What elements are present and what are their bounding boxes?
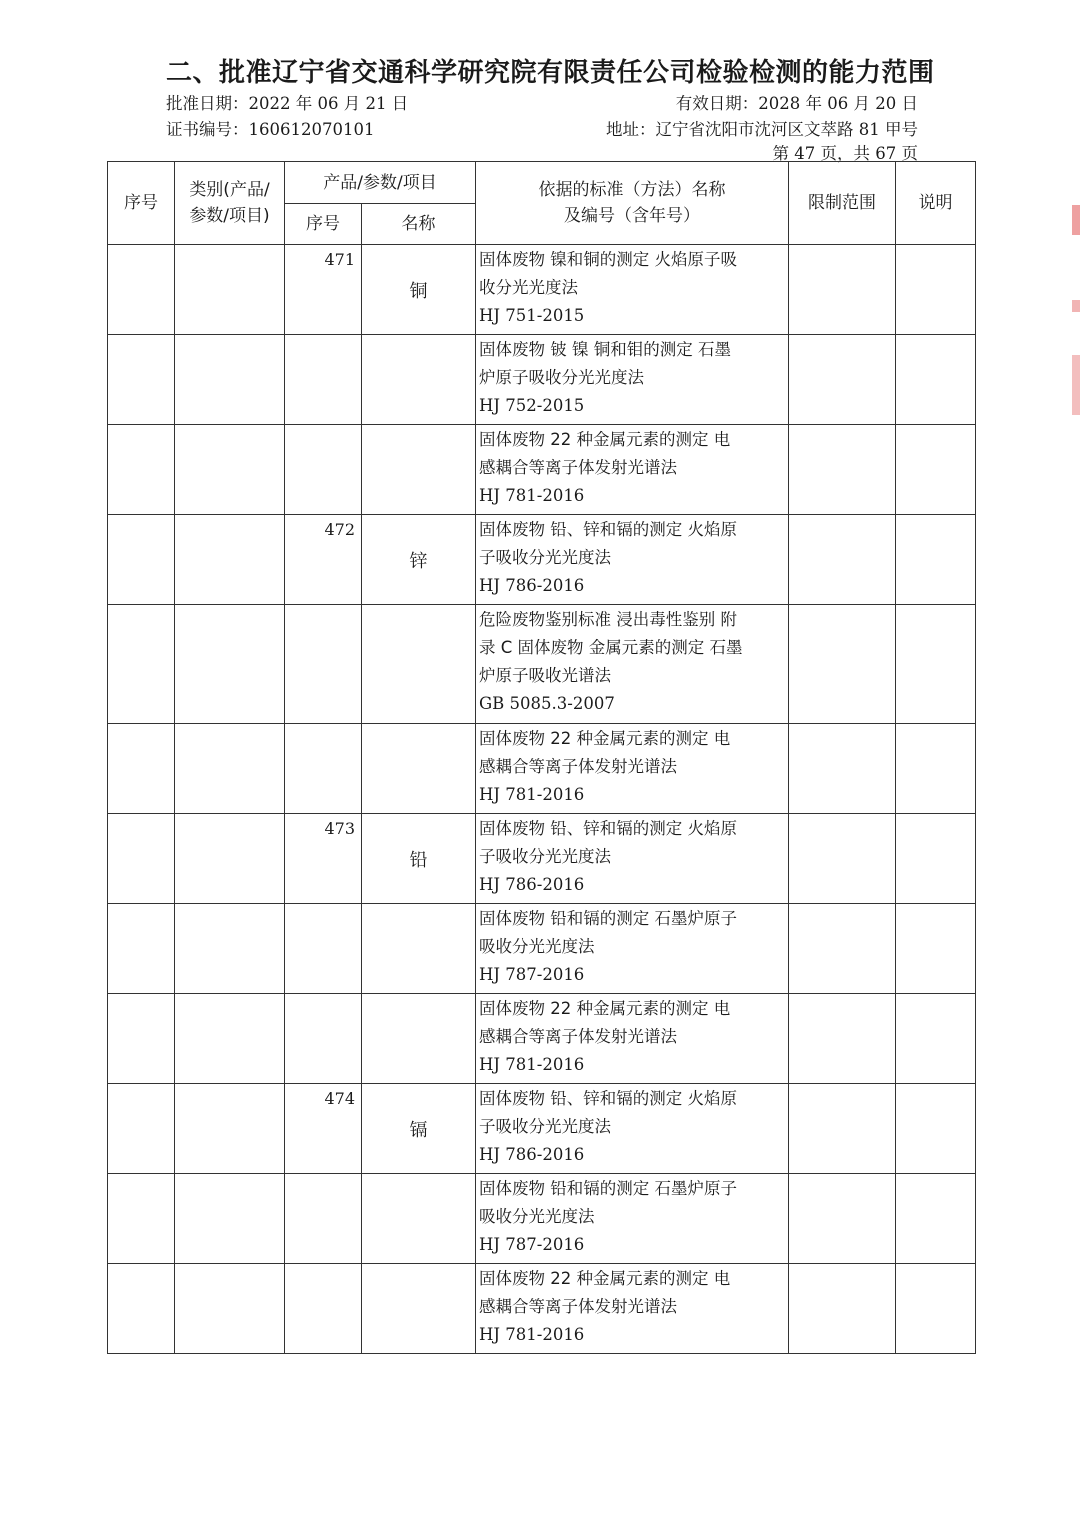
standard-text-line: 固体废物 22 种金属元素的测定 电 <box>479 999 731 1018</box>
standard-text-line: 炉原子吸收分光光度法 <box>479 368 644 387</box>
standard-code: HJ 781-2016 <box>479 1055 585 1074</box>
cell-standard <box>476 904 789 994</box>
standard-text-line: 感耦合等离子体发射光谱法 <box>479 757 677 776</box>
table-row <box>108 1084 976 1174</box>
cell-sub-seq <box>285 605 362 724</box>
cell-sub-seq <box>285 724 362 814</box>
cell-category <box>175 1174 285 1264</box>
standard-text-line: 吸收分光光度法 <box>479 937 595 956</box>
cell-seq <box>108 904 175 994</box>
cell-standard <box>476 245 789 335</box>
cell-sub-name: 镉 <box>362 1084 476 1174</box>
cell-note <box>896 724 976 814</box>
cell-sub-name <box>362 335 476 425</box>
col-header-sub-name: 名称 <box>362 204 476 245</box>
cell-sub-seq: 473 <box>285 814 362 904</box>
cell-sub-name <box>362 425 476 515</box>
cell-sub-seq <box>285 1264 362 1354</box>
cell-seq <box>108 1174 175 1264</box>
cell-category <box>175 904 285 994</box>
table-row <box>108 335 976 425</box>
cell-category <box>175 1084 285 1174</box>
standard-code: HJ 787-2016 <box>479 965 585 984</box>
cell-category <box>175 425 285 515</box>
cell-note <box>896 994 976 1084</box>
standard-text-line: 固体废物 22 种金属元素的测定 电 <box>479 1269 731 1288</box>
standard-code: HJ 786-2016 <box>479 576 585 595</box>
cell-limit <box>789 1084 896 1174</box>
cell-standard <box>476 1084 789 1174</box>
stamp-edge <box>1072 205 1080 235</box>
table-row <box>108 994 976 1084</box>
col-header-limit: 限制范围 <box>789 162 896 245</box>
cell-category <box>175 515 285 605</box>
standard-code: HJ 781-2016 <box>479 785 585 804</box>
col-header-category <box>175 162 285 245</box>
col-header-note: 说明 <box>896 162 976 245</box>
cell-category <box>175 335 285 425</box>
cell-note <box>896 335 976 425</box>
standard-text-line: 子吸收分光光度法 <box>479 1117 611 1136</box>
cell-category <box>175 245 285 335</box>
cell-category <box>175 605 285 724</box>
cell-seq <box>108 1264 175 1354</box>
table-row <box>108 1264 976 1354</box>
certificate-number: 证书编号：160612070101 <box>166 120 375 139</box>
standard-text-line: 固体废物 铅、锌和镉的测定 火焰原 <box>479 1089 737 1108</box>
page-number: 第 47 页，共 67 页 <box>772 144 918 163</box>
standard-code: HJ 752-2015 <box>479 396 585 415</box>
page-title: 二、批准辽宁省交通科学研究院有限责任公司检验检测的能力范围 <box>166 58 935 88</box>
cell-note <box>896 904 976 994</box>
cell-limit <box>789 1264 896 1354</box>
cell-limit <box>789 814 896 904</box>
cell-sub-name <box>362 994 476 1084</box>
cell-sub-seq <box>285 425 362 515</box>
cell-limit <box>789 994 896 1084</box>
cell-sub-seq <box>285 994 362 1084</box>
cell-seq <box>108 515 175 605</box>
cell-note <box>896 245 976 335</box>
cell-sub-name <box>362 1264 476 1354</box>
cell-sub-name: 铅 <box>362 814 476 904</box>
standard-code: HJ 786-2016 <box>479 1145 585 1164</box>
standard-code: HJ 781-2016 <box>479 486 585 505</box>
standard-text-line: 固体废物 镍和铜的测定 火焰原子吸 <box>479 250 737 269</box>
col-header-category-line2: 参数/项目) <box>189 206 270 226</box>
table-row <box>108 904 976 994</box>
standard-text-line: 固体废物 铅和镉的测定 石墨炉原子 <box>479 909 737 928</box>
cell-limit <box>789 724 896 814</box>
stamp-edge <box>1072 355 1080 415</box>
cell-note <box>896 1174 976 1264</box>
cell-category <box>175 1264 285 1354</box>
cell-limit <box>789 335 896 425</box>
col-header-standard <box>476 162 789 245</box>
cell-sub-name <box>362 1174 476 1264</box>
cell-category <box>175 814 285 904</box>
cell-seq <box>108 994 175 1084</box>
standard-code: HJ 751-2015 <box>479 306 585 325</box>
standard-code: HJ 786-2016 <box>479 875 585 894</box>
valid-date: 有效日期：2028 年 06 月 20 日 <box>675 94 918 113</box>
table-row <box>108 724 976 814</box>
cell-seq <box>108 425 175 515</box>
standard-code: HJ 781-2016 <box>479 1325 585 1344</box>
col-header-category-line1: 类别(产品/ <box>189 180 270 200</box>
cell-sub-name <box>362 724 476 814</box>
col-header-seq: 序号 <box>108 162 175 245</box>
scope-table <box>107 161 976 1354</box>
standard-code: HJ 787-2016 <box>479 1235 585 1254</box>
cell-note <box>896 1264 976 1354</box>
col-header-standard-line1: 依据的标准（方法）名称 <box>538 180 726 200</box>
standard-text-line: 固体废物 22 种金属元素的测定 电 <box>479 430 731 449</box>
cell-sub-seq: 471 <box>285 245 362 335</box>
table-row <box>108 814 976 904</box>
stamp-edge <box>1072 300 1080 312</box>
standard-text-line: 固体废物 铅和镉的测定 石墨炉原子 <box>479 1179 737 1198</box>
cell-seq <box>108 814 175 904</box>
standard-text-line: 炉原子吸收光谱法 <box>479 666 611 685</box>
cell-note <box>896 605 976 724</box>
cell-seq <box>108 605 175 724</box>
standard-text-line: 固体废物 铍 镍 铜和钼的测定 石墨 <box>479 340 731 359</box>
table-row <box>108 425 976 515</box>
cell-limit <box>789 904 896 994</box>
cell-limit <box>789 605 896 724</box>
cell-limit <box>789 1174 896 1264</box>
cell-note <box>896 1084 976 1174</box>
cell-sub-name: 铜 <box>362 245 476 335</box>
cell-sub-seq: 474 <box>285 1084 362 1174</box>
standard-code: GB 5085.3-2007 <box>479 694 615 713</box>
cell-sub-name <box>362 904 476 994</box>
standard-text-line: 固体废物 22 种金属元素的测定 电 <box>479 729 731 748</box>
cell-category <box>175 994 285 1084</box>
cell-note <box>896 425 976 515</box>
cell-seq <box>108 335 175 425</box>
table-row <box>108 245 976 335</box>
cell-standard <box>476 515 789 605</box>
col-header-sub-seq: 序号 <box>285 204 362 245</box>
cell-note <box>896 515 976 605</box>
cell-seq <box>108 724 175 814</box>
cell-sub-seq <box>285 335 362 425</box>
standard-text-line: 感耦合等离子体发射光谱法 <box>479 458 677 477</box>
cell-standard <box>476 814 789 904</box>
cell-standard <box>476 335 789 425</box>
cell-standard <box>476 724 789 814</box>
standard-text-line: 吸收分光光度法 <box>479 1207 595 1226</box>
col-header-group: 产品/参数/项目 <box>285 162 476 204</box>
table-row <box>108 515 976 605</box>
standard-text-line: 危险废物鉴别标准 浸出毒性鉴别 附 <box>479 610 737 629</box>
cell-sub-seq <box>285 1174 362 1264</box>
standard-text-line: 固体废物 铅、锌和镉的测定 火焰原 <box>479 520 737 539</box>
cell-note <box>896 814 976 904</box>
cell-seq <box>108 1084 175 1174</box>
cell-standard <box>476 1174 789 1264</box>
cell-sub-seq: 472 <box>285 515 362 605</box>
standard-text-line: 子吸收分光光度法 <box>479 847 611 866</box>
standard-text-line: 固体废物 铅、锌和镉的测定 火焰原 <box>479 819 737 838</box>
cell-standard <box>476 1264 789 1354</box>
col-header-standard-line2: 及编号（含年号） <box>564 206 700 226</box>
standard-text-line: 感耦合等离子体发射光谱法 <box>479 1297 677 1316</box>
standard-text-line: 录 C 固体废物 金属元素的测定 石墨 <box>479 638 743 657</box>
cell-limit <box>789 515 896 605</box>
cell-seq <box>108 245 175 335</box>
cell-limit <box>789 245 896 335</box>
cell-category <box>175 724 285 814</box>
approval-date: 批准日期：2022 年 06 月 21 日 <box>166 94 409 113</box>
cell-limit <box>789 425 896 515</box>
cell-standard <box>476 994 789 1084</box>
cell-sub-name <box>362 605 476 724</box>
cell-sub-name: 锌 <box>362 515 476 605</box>
standard-text-line: 收分光光度法 <box>479 278 578 297</box>
table-row <box>108 605 976 724</box>
address: 地址：辽宁省沈阳市沈河区文萃路 81 甲号 <box>606 120 918 139</box>
cell-standard <box>476 605 789 724</box>
standard-text-line: 子吸收分光光度法 <box>479 548 611 567</box>
table-row <box>108 1174 976 1264</box>
cell-sub-seq <box>285 904 362 994</box>
standard-text-line: 感耦合等离子体发射光谱法 <box>479 1027 677 1046</box>
cell-standard <box>476 425 789 515</box>
